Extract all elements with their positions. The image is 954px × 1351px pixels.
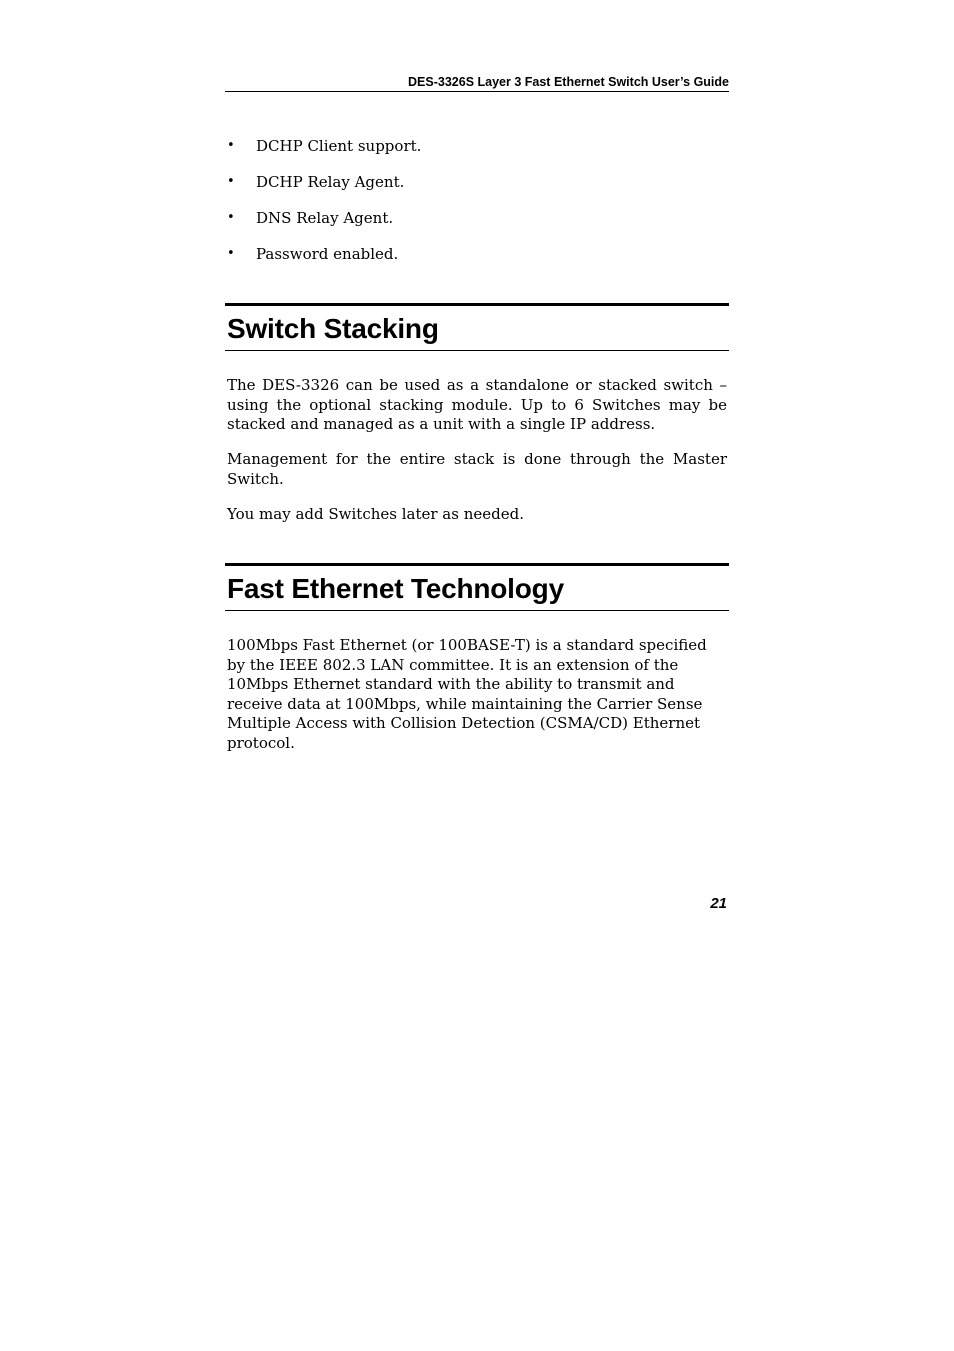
paragraph: 100Mbps Fast Ethernet (or 100BASE-T) is a standard specified by the IEEE 802.3 LAN committee. It is an extension of the 10Mbps Ethernet standard with the ability to transmit and receive data at 100Mbps, while maintaining the Carrier Sense Multiple Access with Collision Detection (CSMA/CD) Ethernet protocol.	[227, 636, 707, 752]
bullet-text: DNS Relay Agent.	[256, 209, 394, 227]
running-header: DES-3326S Layer 3 Fast Ethernet Switch User’s Guide	[408, 75, 729, 89]
section-rule-bottom	[225, 350, 729, 351]
section-rule-bottom	[225, 610, 729, 611]
paragraph: Management for the entire stack is done through the Master Switch.	[227, 450, 727, 488]
bullet-icon: •	[227, 246, 235, 261]
bullet-text: DCHP Relay Agent.	[256, 173, 405, 191]
section-title: Switch Stacking	[227, 313, 439, 344]
bullet-icon: •	[227, 174, 235, 189]
bullet-icon: •	[227, 210, 235, 225]
section-heading-fast-ethernet	[225, 563, 729, 611]
bullet-item	[225, 172, 729, 192]
section-rule-top	[225, 303, 729, 306]
bullet-item	[225, 136, 729, 156]
section-title: Fast Ethernet Technology	[227, 573, 564, 604]
feature-bullet-list	[225, 136, 729, 280]
paragraph: You may add Switches later as needed.	[227, 505, 524, 523]
page-number: 21	[710, 895, 727, 912]
bullet-icon: •	[227, 138, 235, 153]
section-rule-top	[225, 563, 729, 566]
bullet-text: Password enabled.	[256, 245, 399, 263]
paragraph: The DES-3326 can be used as a standalone or stacked switch – using the optional stacking module. Up to 6 Switches may be stacked and managed as a unit with a single IP address.	[227, 376, 727, 433]
bullet-text: DCHP Client support.	[256, 137, 422, 155]
bullet-item	[225, 208, 729, 228]
bullet-item	[225, 244, 729, 264]
header-rule	[225, 91, 729, 92]
section-heading-switch-stacking	[225, 303, 729, 351]
